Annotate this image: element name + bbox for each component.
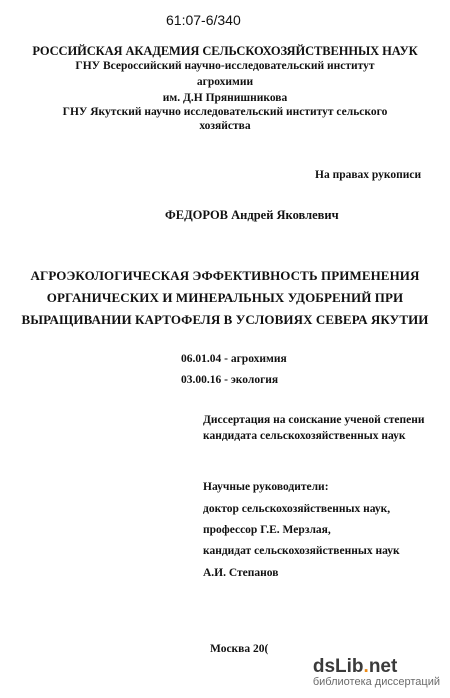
supervisor-line-3: кандидат сельскохозяйственных наук bbox=[203, 545, 400, 557]
supervisor-line-1: доктор сельскохозяйственных наук, bbox=[203, 503, 391, 515]
watermark-subtitle: библиотека диссертаций bbox=[312, 676, 440, 688]
author-name: ФЕДОРОВ Андрей Яковлевич bbox=[165, 208, 339, 222]
degree-line-1: Диссертация на соискание ученой степени bbox=[203, 414, 425, 426]
org-line-2: ГНУ Всероссийский научно-исследовательский институт bbox=[75, 60, 375, 72]
org-line-3: агрохимии bbox=[196, 76, 254, 88]
supervisor-line-4: А.И. Степанов bbox=[203, 567, 279, 579]
org-line-1: РОССИЙСКАЯ АКАДЕМИЯ СЕЛЬСКОХОЗЯЙСТВЕННЫХ НАУК bbox=[32, 44, 418, 58]
title-line-1: АГРОЭКОЛОГИЧЕСКАЯ ЭФФЕКТИВНОСТЬ ПРИМЕНЕНИЯ bbox=[30, 268, 420, 283]
supervisors-heading: Научные руководители: bbox=[203, 481, 329, 493]
title-line-3: ВЫРАЩИВАНИИ КАРТОФЕЛЯ В УСЛОВИЯХ СЕВЕРА ЯКУТИИ bbox=[21, 312, 429, 327]
org-line-5: ГНУ Якутский научно исследовательский институт сельского bbox=[62, 106, 388, 118]
watermark-brand-main: dsLib bbox=[312, 656, 364, 677]
org-line-4: им. Д.Н Прянишникова bbox=[162, 92, 288, 104]
place-year: Москва 20( bbox=[210, 643, 269, 655]
specialty-1: 06.01.04 - агрохимия bbox=[181, 353, 287, 365]
title-line-2: ОРГАНИЧЕСКИХ И МИНЕРАЛЬНЫХ УДОБРЕНИЙ ПРИ bbox=[46, 290, 404, 305]
archive-code: 61:07-6/340 bbox=[166, 12, 241, 28]
watermark-brand bbox=[313, 656, 440, 678]
rights-note: На правах рукописи bbox=[315, 169, 422, 181]
supervisor-line-2: профессор Г.Е. Мерзлая, bbox=[203, 524, 331, 536]
watermark-logo[interactable] bbox=[313, 656, 440, 688]
watermark-brand-dot: . bbox=[363, 656, 369, 677]
org-line-6: хозяйства bbox=[199, 120, 251, 132]
specialty-2: 03.00.16 - экология bbox=[181, 374, 279, 386]
watermark-brand-tld: net bbox=[368, 656, 398, 677]
degree-line-2: кандидата сельскохозяйственных наук bbox=[203, 430, 406, 442]
